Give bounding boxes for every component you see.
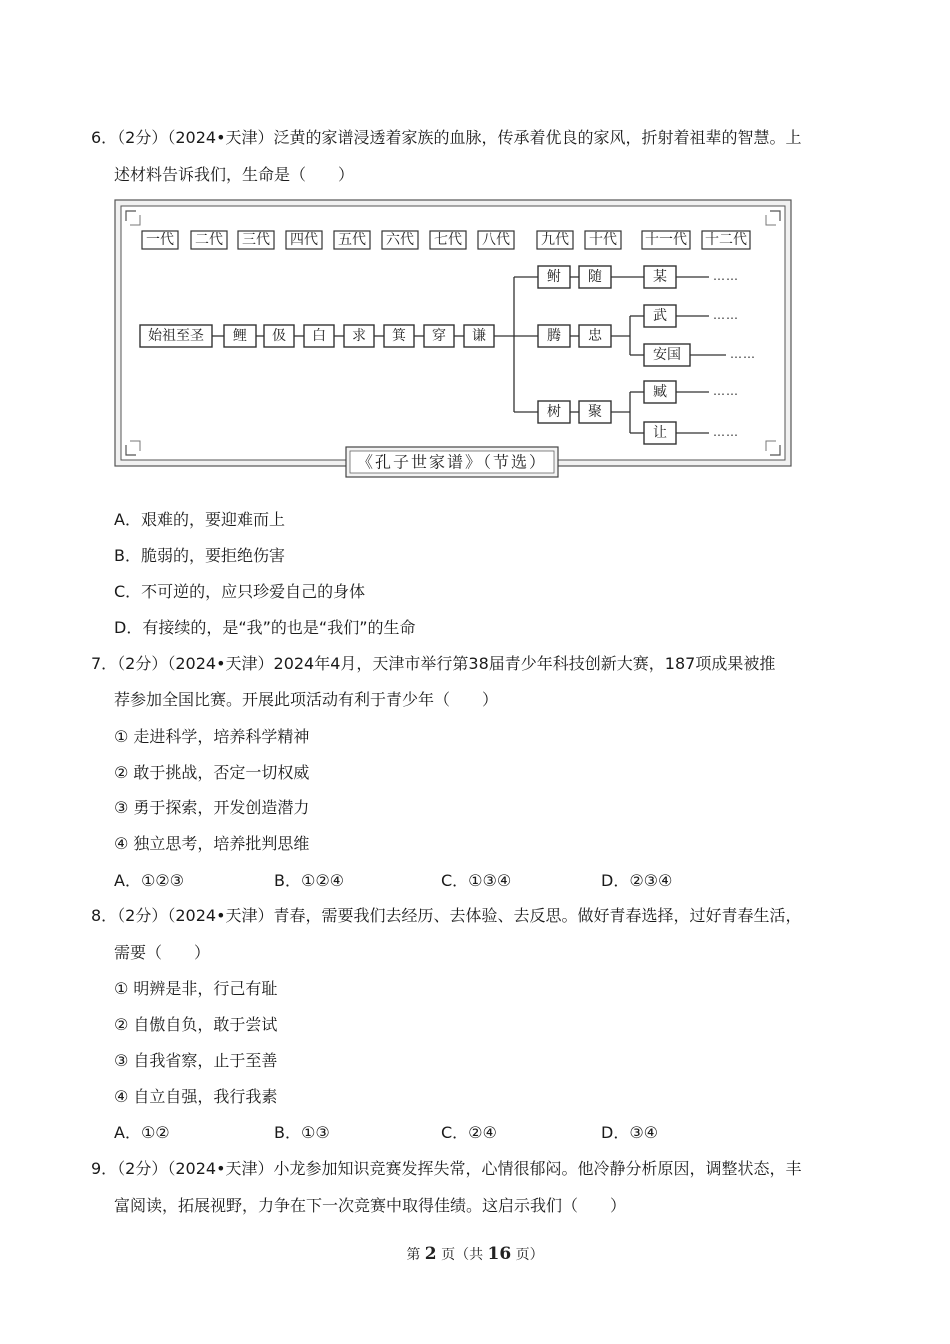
q7-item-3: ③ 勇于探索，开发创造潜力 xyxy=(114,798,310,817)
node-shu xyxy=(538,401,570,423)
q7-item-1: ① 走进科学，培养科学精神 xyxy=(114,727,310,746)
q7-option-c[interactable]: C．①③④ xyxy=(441,871,512,890)
q8-stem-line2: 需要（ ） xyxy=(114,943,211,962)
gen-1 xyxy=(142,231,178,249)
svg-text:求: 求 xyxy=(352,328,366,344)
q7-stem-line1: 7．（2分）（2024•天津）2024年4月，天津市举行第38届青少年科技创新大赛，187项成果被推 xyxy=(91,654,776,673)
svg-text:腾: 腾 xyxy=(547,328,561,344)
svg-text:十二代: 十二代 xyxy=(705,232,747,248)
svg-text:穿: 穿 xyxy=(432,328,446,344)
gen-8 xyxy=(478,231,514,249)
node-mou xyxy=(644,266,676,288)
node-ju xyxy=(579,401,611,423)
svg-text:四代: 四代 xyxy=(290,232,318,248)
svg-text:伋: 伋 xyxy=(272,328,286,344)
q9-stem-line2: 富阅读，拓展视野，力争在下一次竞赛中取得佳绩。这启示我们（ ） xyxy=(114,1196,627,1215)
svg-text:谦: 谦 xyxy=(472,328,486,344)
svg-text:某: 某 xyxy=(653,269,667,285)
node-founder xyxy=(140,325,212,347)
node-fu xyxy=(538,266,570,288)
ellipsis-3: …… xyxy=(730,347,756,361)
gen-2 xyxy=(191,231,227,249)
node-zang xyxy=(644,381,676,403)
gen-12 xyxy=(702,231,750,249)
svg-text:十代: 十代 xyxy=(589,232,617,248)
q8-item-4: ④ 自立自强，我行我素 xyxy=(114,1087,278,1106)
node-bai xyxy=(304,325,334,347)
node-ji xyxy=(264,325,294,347)
q6-stem-line1: 6．（2分）（2024•天津）泛黄的家谱浸透着家族的血脉，传承着优良的家风，折射着祖辈的智慧。上 xyxy=(91,128,802,147)
footer-prefix: 第 xyxy=(406,1247,421,1263)
page-footer xyxy=(0,1244,950,1264)
gen-9 xyxy=(537,231,573,249)
gen-3 xyxy=(238,231,274,249)
svg-text:武: 武 xyxy=(653,308,667,324)
svg-text:白: 白 xyxy=(312,328,326,344)
ellipsis-5: …… xyxy=(713,425,739,439)
q6-option-c[interactable]: C．不可逆的，应只珍爱自己的身体 xyxy=(114,582,366,601)
q7-item-2: ② 敢于挑战，否定一切权威 xyxy=(114,763,310,782)
svg-text:三代: 三代 xyxy=(242,232,270,248)
footer-middle: 页（共 xyxy=(441,1247,484,1263)
footer-page-number: 2 xyxy=(424,1244,437,1264)
q8-item-3: ③ 自我省察，止于至善 xyxy=(114,1051,278,1070)
gen-7 xyxy=(430,231,466,249)
q8-stem-line1: 8．（2分）（2024•天津）青春，需要我们去经历、去体验、去反思。做好青春选择，过好青春生活， xyxy=(91,906,802,925)
svg-text:六代: 六代 xyxy=(386,232,414,248)
figure-caption xyxy=(346,447,558,477)
node-ji2 xyxy=(384,325,414,347)
svg-text:臧: 臧 xyxy=(653,384,667,400)
q7-option-b[interactable]: B．①②④ xyxy=(274,871,345,890)
q7-stem-line2: 荐参加全国比赛。开展此项活动有利于青少年（ ） xyxy=(114,690,499,709)
node-zhong xyxy=(579,325,611,347)
q8-item-1: ① 明辨是非，行己有耻 xyxy=(114,979,278,998)
svg-text:十一代: 十一代 xyxy=(645,232,687,248)
node-qian xyxy=(464,325,494,347)
svg-text:一代: 一代 xyxy=(146,232,174,248)
footer-suffix: 页） xyxy=(515,1247,544,1263)
q8-item-2: ② 自傲自负，敢于尝试 xyxy=(114,1015,278,1034)
q9-stem-line1: 9．（2分）（2024•天津）小龙参加知识竞赛发挥失常，心情很郁闷。他冷静分析原因，调整状态，丰 xyxy=(91,1159,802,1178)
q6-option-b[interactable]: B．脆弱的，要拒绝伤害 xyxy=(114,546,285,565)
node-wu xyxy=(644,305,676,327)
q7-option-a[interactable]: A．①②③ xyxy=(114,871,184,890)
svg-text:树: 树 xyxy=(547,404,561,420)
svg-text:八代: 八代 xyxy=(482,232,510,248)
svg-text:安国: 安国 xyxy=(653,347,681,363)
node-sui xyxy=(579,266,611,288)
q7-option-d[interactable]: D．②③④ xyxy=(601,871,673,890)
q8-option-c[interactable]: C．②④ xyxy=(441,1123,497,1142)
svg-text:五代: 五代 xyxy=(338,232,366,248)
node-li xyxy=(224,325,256,347)
footer-total-pages: 16 xyxy=(487,1244,512,1264)
node-qiu xyxy=(344,325,374,347)
svg-text:《孔子世家谱》（节选）: 《孔子世家谱》（节选） xyxy=(356,452,548,472)
svg-text:九代: 九代 xyxy=(541,232,569,248)
svg-text:让: 让 xyxy=(653,425,667,441)
svg-text:随: 随 xyxy=(588,269,602,285)
q6-option-a[interactable]: A．艰难的，要迎难而上 xyxy=(114,510,285,529)
node-rang xyxy=(644,422,676,444)
q8-option-a[interactable]: A．①② xyxy=(114,1123,170,1142)
family-tree-figure xyxy=(114,199,794,481)
svg-text:忠: 忠 xyxy=(588,328,602,344)
svg-text:七代: 七代 xyxy=(434,232,462,248)
q6-option-d[interactable]: D．有接续的，是“我”的也是“我们”的生命 xyxy=(114,618,416,637)
gen-4 xyxy=(286,231,322,249)
ellipsis-4: …… xyxy=(713,384,739,398)
gen-5 xyxy=(334,231,370,249)
q8-option-d[interactable]: D．③④ xyxy=(601,1123,659,1142)
svg-text:鲋: 鲋 xyxy=(547,269,561,285)
svg-text:鲤: 鲤 xyxy=(233,328,247,344)
gen-10 xyxy=(585,231,621,249)
q6-stem-line2: 述材料告诉我们，生命是（ ） xyxy=(114,165,355,184)
gen-11 xyxy=(642,231,690,249)
ellipsis-1: …… xyxy=(713,269,739,283)
ellipsis-2: …… xyxy=(713,308,739,322)
gen-6 xyxy=(382,231,418,249)
node-anguo xyxy=(644,344,690,366)
node-teng xyxy=(538,325,570,347)
node-chuan xyxy=(424,325,454,347)
q7-item-4: ④ 独立思考，培养批判思维 xyxy=(114,834,310,853)
svg-text:二代: 二代 xyxy=(195,232,223,248)
svg-text:聚: 聚 xyxy=(588,404,602,420)
svg-text:箕: 箕 xyxy=(392,328,406,344)
q8-option-b[interactable]: B．①③ xyxy=(274,1123,330,1142)
svg-text:始祖至圣: 始祖至圣 xyxy=(148,328,204,344)
